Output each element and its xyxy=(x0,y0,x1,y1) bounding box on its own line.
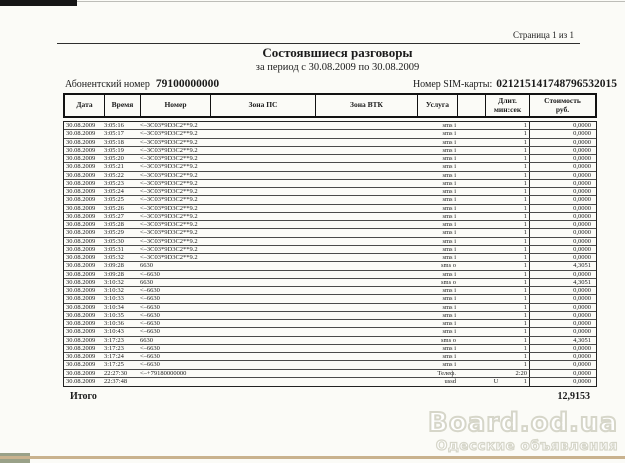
cell-number: <–3C03*9D3C2**9.2 xyxy=(140,130,198,138)
watermark xyxy=(428,408,618,454)
cell-cost: 0,0000 xyxy=(529,229,596,236)
cell-number: <–3C03*9D3C2**9.2 xyxy=(140,237,198,245)
cell-cost: 0,0000 xyxy=(529,378,596,386)
column-header-line1: Длит. xyxy=(498,96,517,105)
cell-time: 3:09:28 xyxy=(104,262,124,270)
cell-time: 3:10:43 xyxy=(104,328,124,336)
cell-time: 3:05:27 xyxy=(104,212,124,220)
cell-time: 3:10:33 xyxy=(104,295,124,303)
cell-date: 30.08.2009 xyxy=(66,163,96,171)
cell-time: 3:05:28 xyxy=(104,221,124,229)
cell-date: 30.08.2009 xyxy=(66,179,96,187)
cell-service: sms i xyxy=(442,212,456,220)
cell-service: sms i xyxy=(442,270,456,278)
cell-duration: 1 xyxy=(523,245,527,253)
cell-duration: 1 xyxy=(523,344,527,352)
cell-number: <–3C03*9D3C2**9.2 xyxy=(140,196,198,204)
column-header-line1: Дата xyxy=(76,100,93,110)
cell-service: sms i xyxy=(442,328,456,336)
report-period: за период с 30.08.2009 по 30.08.2009 xyxy=(255,62,420,73)
header-rule xyxy=(57,43,580,44)
cell-time: 22:27:30 xyxy=(104,369,128,377)
table-row xyxy=(64,163,596,171)
cell-service: sms i xyxy=(442,254,456,262)
cell-service: sms i xyxy=(442,221,456,229)
cell-service: sms i xyxy=(442,179,456,187)
cell-number: 6630 xyxy=(140,336,153,344)
cell-date: 30.08.2009 xyxy=(66,320,96,328)
table-row xyxy=(64,130,596,138)
column-header-line2: руб. xyxy=(555,104,570,114)
cell-duration: 1 xyxy=(523,146,527,154)
watermark-site-name: Board.od.ua xyxy=(428,408,618,438)
cell-duration: 1 xyxy=(523,262,527,270)
cell-number: <–6630 xyxy=(140,270,160,278)
cell-date: 30.08.2009 xyxy=(66,336,96,344)
cell-time: 3:09:28 xyxy=(104,270,124,278)
sim-number-label: Номер SIM-карты: xyxy=(412,79,493,90)
cell-number: <–6630 xyxy=(140,328,160,336)
cell-duration: 1 xyxy=(523,229,527,237)
cell-date: 30.08.2009 xyxy=(66,270,96,278)
table-row xyxy=(64,378,596,386)
cell-date: 30.08.2009 xyxy=(66,295,96,303)
column-header-line2: мин:сек xyxy=(493,104,522,114)
cell-date: 30.08.2009 xyxy=(66,146,96,154)
cell-cost: 0,0000 xyxy=(529,328,596,335)
table-row xyxy=(64,229,596,237)
column-header-line1: Услуга xyxy=(425,100,450,110)
cell-duration: 1 xyxy=(523,138,527,146)
cell-date: 30.08.2009 xyxy=(66,237,96,245)
cell-cost: 0,0000 xyxy=(529,312,596,319)
cell-cost: 0,0000 xyxy=(529,205,596,212)
table-row xyxy=(64,238,596,246)
table-row xyxy=(64,155,596,163)
cell-duration: 1 xyxy=(523,295,527,303)
table-row xyxy=(64,337,596,345)
cell-cost: 0,0000 xyxy=(529,139,596,146)
cell-cost: 0,0000 xyxy=(529,238,596,245)
column-header-line1: Время xyxy=(111,100,134,110)
cell-time: 3:10:35 xyxy=(104,311,124,319)
table-row xyxy=(64,213,596,221)
cell-service: sms i xyxy=(442,361,456,369)
cell-cost: 0,0000 xyxy=(529,361,596,368)
total-label: Итого xyxy=(70,391,97,402)
cell-duration: 1 xyxy=(523,204,527,212)
table-row xyxy=(64,287,596,295)
cell-duration: 1 xyxy=(523,254,527,262)
cell-cost: 4,3051 xyxy=(529,262,596,269)
table-row xyxy=(64,246,596,254)
cell-duration: 1 xyxy=(523,163,527,171)
column-header xyxy=(105,95,141,116)
cell-duration: 1 xyxy=(523,270,527,278)
table-row xyxy=(64,345,596,353)
cell-date: 30.08.2009 xyxy=(66,212,96,220)
cell-time: 3:05:23 xyxy=(104,179,124,187)
cell-cost: 0,0000 xyxy=(529,213,596,220)
table-row xyxy=(64,172,596,180)
cell-date: 30.08.2009 xyxy=(66,353,96,361)
column-header xyxy=(530,95,595,116)
cell-cost: 0,0000 xyxy=(529,345,596,352)
cell-service: sms i xyxy=(442,188,456,196)
cell-date: 30.08.2009 xyxy=(66,262,96,270)
cell-time: 3:17:24 xyxy=(104,353,124,361)
cell-cost: 0,0000 xyxy=(529,180,596,187)
cell-duration: 1 xyxy=(523,361,527,369)
cell-date: 30.08.2009 xyxy=(66,328,96,336)
cell-number: <–6630 xyxy=(140,353,160,361)
cell-cost: 0,0000 xyxy=(529,254,596,261)
cell-number: <–3C03*9D3C2**9.2 xyxy=(140,171,198,179)
cell-service: sms o xyxy=(441,336,456,344)
cell-time: 3:05:30 xyxy=(104,237,124,245)
column-header xyxy=(486,95,530,116)
cell-time: 3:05:22 xyxy=(104,171,124,179)
cell-cost: 0,0000 xyxy=(529,122,596,129)
cell-duration: 1 xyxy=(523,212,527,220)
cell-service: sms i xyxy=(442,146,456,154)
cell-date: 30.08.2009 xyxy=(66,122,96,130)
cell-duration: 1 xyxy=(523,303,527,311)
cell-time: 3:05:26 xyxy=(104,204,124,212)
cell-service: sms i xyxy=(442,320,456,328)
cell-time: 3:05:19 xyxy=(104,146,124,154)
cell-number: <–3C03*9D3C2**9.2 xyxy=(140,229,198,237)
cell-duration: 1 xyxy=(523,196,527,204)
cell-duration: 2:20 xyxy=(515,369,527,377)
cell-number: 6630 xyxy=(140,262,153,270)
abonent-number-label: Абонентский номер xyxy=(65,79,150,90)
cell-number: <–3C03*9D3C2**9.2 xyxy=(140,138,198,146)
cell-service: sms i xyxy=(442,303,456,311)
cell-cost: 0,0000 xyxy=(529,287,596,294)
table-row xyxy=(64,353,596,361)
cell-number: <–6630 xyxy=(140,320,160,328)
cell-number: <–6630 xyxy=(140,303,160,311)
cell-date: 30.08.2009 xyxy=(66,204,96,212)
column-header xyxy=(418,95,458,116)
cell-service: sms i xyxy=(442,311,456,319)
cell-service: sms i xyxy=(442,295,456,303)
table-row xyxy=(64,262,596,270)
cell-service: Телеф. xyxy=(437,369,456,377)
cell-date: 30.08.2009 xyxy=(66,361,96,369)
cell-service: sms i xyxy=(442,171,456,179)
cell-time: 3:17:25 xyxy=(104,361,124,369)
column-header-line1: Зона ПС xyxy=(248,100,278,110)
cell-date: 30.08.2009 xyxy=(66,344,96,352)
cell-service: sms i xyxy=(442,237,456,245)
cell-time: 3:05:32 xyxy=(104,254,124,262)
cell-number: <–3C03*9D3C2**9.2 xyxy=(140,204,198,212)
cell-date: 30.08.2009 xyxy=(66,287,96,295)
table-row xyxy=(64,196,596,204)
cell-duration: 1 xyxy=(523,122,527,130)
cell-duration: 1 xyxy=(523,328,527,336)
cell-date: 30.08.2009 xyxy=(66,155,96,163)
table-row xyxy=(64,370,596,378)
sim-number-value: 021215141748796532015 xyxy=(496,78,617,90)
cell-time: 3:10:34 xyxy=(104,303,124,311)
table-row xyxy=(64,320,596,328)
cell-cost: 0,0000 xyxy=(529,304,596,311)
cell-date: 30.08.2009 xyxy=(66,138,96,146)
cell-service: sms i xyxy=(442,229,456,237)
cell-cost: 0,0000 xyxy=(529,147,596,154)
cell-duration: 1 xyxy=(523,320,527,328)
cell-duration: 1 xyxy=(523,171,527,179)
cell-time: 3:17:23 xyxy=(104,344,124,352)
cell-number: <–6630 xyxy=(140,311,160,319)
cell-duration: 1 xyxy=(523,188,527,196)
table-row xyxy=(64,122,596,130)
cell-date: 30.08.2009 xyxy=(66,229,96,237)
cell-service: sms o xyxy=(441,278,456,286)
column-header xyxy=(65,95,105,116)
abonent-number-value: 79100000000 xyxy=(155,78,220,90)
cell-flag: U xyxy=(493,378,499,386)
cell-duration: 1 xyxy=(523,336,527,344)
column-header xyxy=(211,95,316,116)
cell-duration: 1 xyxy=(523,311,527,319)
cell-date: 30.08.2009 xyxy=(66,278,96,286)
sim-number-line xyxy=(413,78,617,90)
cell-time: 22:37:48 xyxy=(104,378,128,386)
table-row xyxy=(64,312,596,320)
cell-time: 3:05:18 xyxy=(104,138,124,146)
cell-duration: 1 xyxy=(523,353,527,361)
cell-cost: 0,0000 xyxy=(529,172,596,179)
cell-cost: 0,0000 xyxy=(529,130,596,137)
cell-cost: 0,0000 xyxy=(529,295,596,302)
table-row xyxy=(64,304,596,312)
cell-date: 30.08.2009 xyxy=(66,221,96,229)
cell-time: 3:10:32 xyxy=(104,278,124,286)
cell-date: 30.08.2009 xyxy=(66,130,96,138)
cell-number: 6630 xyxy=(140,278,153,286)
cell-cost: 4,3051 xyxy=(529,279,596,286)
cell-duration: 1 xyxy=(523,221,527,229)
column-header xyxy=(141,95,211,116)
cell-cost: 0,0000 xyxy=(529,155,596,162)
cell-time: 3:05:24 xyxy=(104,188,124,196)
cell-number: <–3C03*9D3C2**9.2 xyxy=(140,254,198,262)
column-header-line1: Номер xyxy=(164,100,187,110)
cell-duration: 1 xyxy=(523,179,527,187)
cell-date: 30.08.2009 xyxy=(66,245,96,253)
cell-date: 30.08.2009 xyxy=(66,196,96,204)
cell-cost: 0,0000 xyxy=(529,246,596,253)
cell-number: <–3C03*9D3C2**9.2 xyxy=(140,146,198,154)
cell-number: <–6630 xyxy=(140,287,160,295)
cell-cost: 0,0000 xyxy=(529,370,596,377)
cell-service: sms o xyxy=(441,262,456,270)
table-row xyxy=(64,328,596,336)
table-row xyxy=(64,295,596,303)
cell-service: sms i xyxy=(442,344,456,352)
cell-number: <–+79180000000 xyxy=(140,369,187,377)
total-value: 12,9153 xyxy=(557,391,590,402)
cell-cost: 0,0000 xyxy=(529,196,596,203)
cell-date: 30.08.2009 xyxy=(66,171,96,179)
cell-service: sms i xyxy=(442,130,456,138)
cell-time: 3:10:36 xyxy=(104,320,124,328)
cell-number: <–6630 xyxy=(140,295,160,303)
cell-time: 3:05:17 xyxy=(104,130,124,138)
table-row xyxy=(64,271,596,279)
cell-number: <–3C03*9D3C2**9.2 xyxy=(140,163,198,171)
cell-cost: 0,0000 xyxy=(529,353,596,360)
table-row xyxy=(64,361,596,369)
cell-cost: 4,3051 xyxy=(529,337,596,344)
column-header xyxy=(316,95,418,116)
cell-cost: 0,0000 xyxy=(529,188,596,195)
cell-date: 30.08.2009 xyxy=(66,369,96,377)
call-table-body xyxy=(63,121,597,387)
cell-number: <–3C03*9D3C2**9.2 xyxy=(140,245,198,253)
cell-service: ussd xyxy=(444,378,456,386)
cell-time: 3:05:25 xyxy=(104,196,124,204)
document-title: Состоявшиеся разговоры xyxy=(262,45,413,60)
scan-top-black-bar xyxy=(0,0,77,6)
page-number-label: Страница 1 из 1 xyxy=(513,30,574,40)
cell-date: 30.08.2009 xyxy=(66,254,96,262)
scan-bottom-line xyxy=(0,456,625,459)
cell-service: sms i xyxy=(442,163,456,171)
cell-number: <–3C03*9D3C2**9.2 xyxy=(140,122,198,130)
cell-service: sms i xyxy=(442,196,456,204)
cell-service: sms i xyxy=(442,122,456,130)
column-header xyxy=(458,95,486,116)
cell-time: 3:05:29 xyxy=(104,229,124,237)
cell-time: 3:05:21 xyxy=(104,163,124,171)
cell-cost: 0,0000 xyxy=(529,221,596,228)
cell-duration: 1 xyxy=(523,130,527,138)
cell-date: 30.08.2009 xyxy=(66,378,96,386)
cell-cost: 0,0000 xyxy=(529,320,596,327)
cell-service: sms i xyxy=(442,155,456,163)
cell-time: 3:05:31 xyxy=(104,245,124,253)
table-row xyxy=(64,139,596,147)
cell-service: sms i xyxy=(442,138,456,146)
cell-duration: 1 xyxy=(523,237,527,245)
cell-time: 3:05:16 xyxy=(104,122,124,130)
cell-date: 30.08.2009 xyxy=(66,188,96,196)
cell-date: 30.08.2009 xyxy=(66,311,96,319)
cell-cost: 0,0000 xyxy=(529,163,596,170)
cell-number: <–3C03*9D3C2**9.2 xyxy=(140,212,198,220)
table-row xyxy=(64,221,596,229)
cell-time: 3:05:20 xyxy=(104,155,124,163)
watermark-tagline: Одесские объявления xyxy=(435,438,618,454)
table-row xyxy=(64,254,596,262)
cell-duration: 1 xyxy=(523,155,527,163)
cell-duration: 1 xyxy=(523,278,527,286)
scan-top-edge-line xyxy=(0,1,625,2)
cell-time: 3:17:23 xyxy=(104,336,124,344)
cell-service: sms i xyxy=(442,353,456,361)
cell-number: <–3C03*9D3C2**9.2 xyxy=(140,179,198,187)
abonent-number-line xyxy=(65,78,219,90)
column-header-line1: Стоимость xyxy=(544,96,581,105)
table-row xyxy=(64,188,596,196)
cell-service: sms i xyxy=(442,287,456,295)
cell-duration: 1 xyxy=(523,378,527,386)
cell-service: sms i xyxy=(442,245,456,253)
cell-number: <–3C03*9D3C2**9.2 xyxy=(140,188,198,196)
table-row xyxy=(64,279,596,287)
cell-number: <–3C03*9D3C2**9.2 xyxy=(140,221,198,229)
cell-cost: 0,0000 xyxy=(529,271,596,278)
table-row xyxy=(64,180,596,188)
table-row xyxy=(64,205,596,213)
cell-service: sms i xyxy=(442,204,456,212)
column-header-line1: Зона ВТК xyxy=(350,100,383,110)
cell-date: 30.08.2009 xyxy=(66,303,96,311)
cell-number: <–6630 xyxy=(140,344,160,352)
cell-duration: 1 xyxy=(523,287,527,295)
cell-time: 3:10:32 xyxy=(104,287,124,295)
cell-number: <–3C03*9D3C2**9.2 xyxy=(140,155,198,163)
table-row xyxy=(64,147,596,155)
call-table-header xyxy=(63,93,597,118)
cell-number: <–6630 xyxy=(140,361,160,369)
